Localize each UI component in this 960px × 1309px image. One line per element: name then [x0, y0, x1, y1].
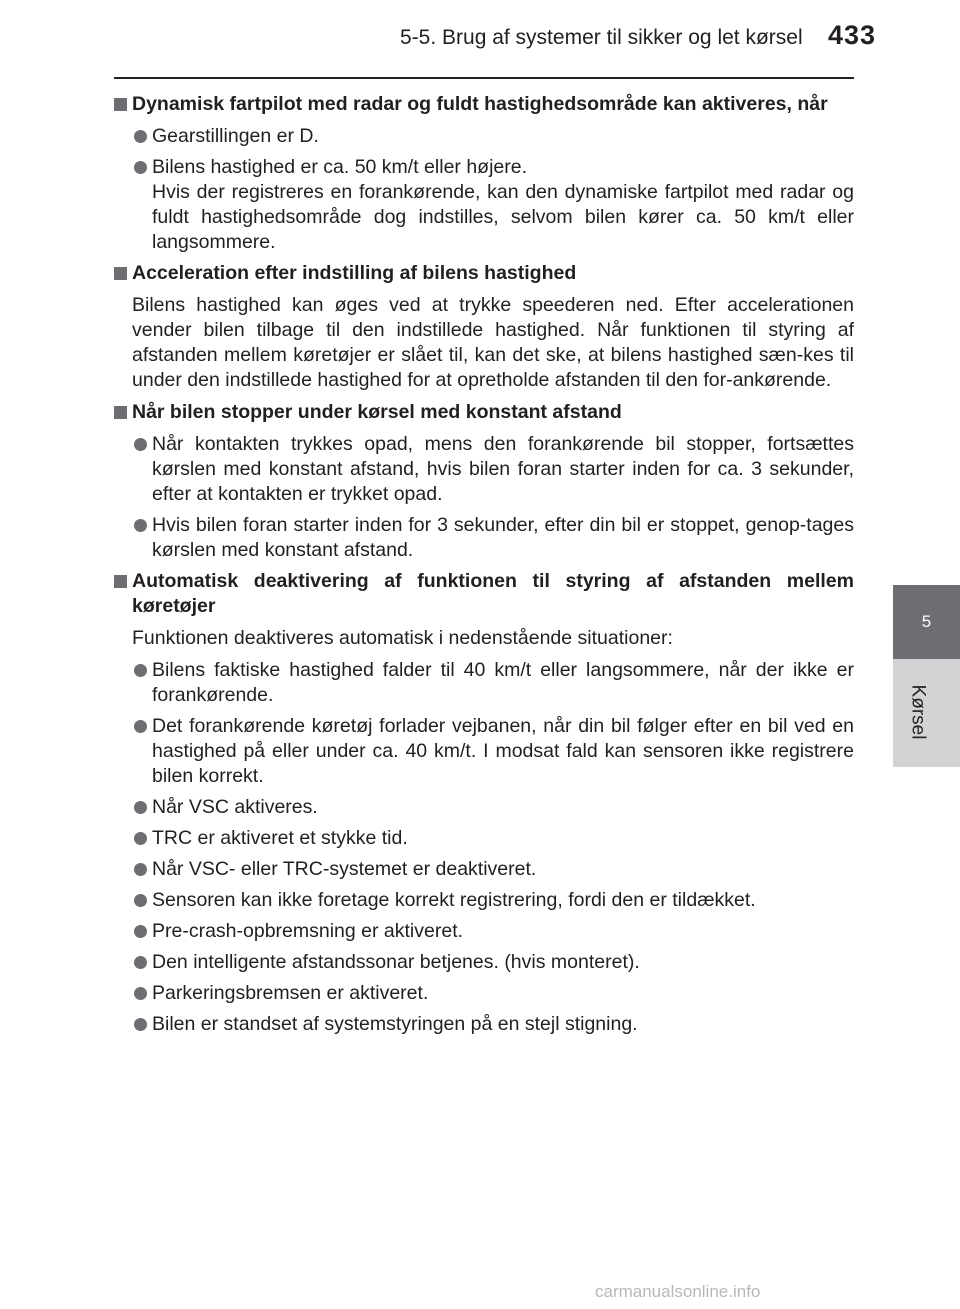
list-item-text: Når kontakten trykkes opad, mens den forankørende bil stopper, fortsættes kørslen med konstant afstand, hvis bilen foran starter inden for ca. 3 sekunder, efter at kontakten er trykket opad.	[152, 433, 854, 505]
round-bullet-icon	[134, 1018, 147, 1031]
list-item-text: Bilens faktiske hastighed falder til 40 km/t eller langsommere, når der ikke er forankørende.	[152, 659, 854, 706]
list-item-text: Pre-crash-opbremsning er aktiveret.	[152, 920, 464, 942]
list-item	[114, 919, 854, 944]
list-item-text: Gearstillingen er D.	[152, 125, 319, 147]
heading-text: Dynamisk fartpilot med radar og fuldt hastighedsområde kan aktiveres, når	[132, 93, 828, 115]
round-bullet-icon	[134, 925, 147, 938]
round-bullet-icon	[134, 720, 147, 733]
page-number: 433	[828, 20, 877, 50]
round-bullet-icon	[134, 894, 147, 907]
paragraph: Bilens hastighed kan øges ved at trykke speederen ned. Efter accelerationen vender bilen tilbage til den indstillede hastighed. Når funktionen til styring af afstanden mellem køretøjer er slået til, kan det ske, at bilens hastighed sæn-kes til under den indstillede hastighed for at opretholde afstanden til den for-ankørende.	[132, 294, 854, 391]
round-bullet-icon	[134, 832, 147, 845]
chapter-label: Kørsel	[907, 684, 928, 740]
list-item-note: Hvis der registreres en forankørende, kan den dynamiske fartpilot med radar og fuldt hastighedsområde dog indstilles, selvom bilen kører ca. 50 km/t eller langsommere.	[152, 181, 854, 253]
section-heading	[114, 92, 854, 117]
list-item	[114, 981, 854, 1006]
section-heading	[114, 569, 854, 619]
list-item	[114, 513, 854, 563]
square-bullet-icon	[114, 406, 127, 419]
round-bullet-icon	[134, 664, 147, 677]
list-item	[114, 950, 854, 975]
round-bullet-icon	[134, 987, 147, 1000]
list-item-text: Den intelligente afstandssonar betjenes. (hvis monteret).	[152, 951, 640, 973]
list-item	[114, 124, 854, 149]
list-item	[114, 795, 854, 820]
list-item-text: Det forankørende køretøj forlader vejbanen, når din bil følger efter en bil ved en hastighed på eller under ca. 40 km/t. I modsat fald kan sensoren ikke registrere bilen korrekt.	[152, 715, 854, 787]
round-bullet-icon	[134, 863, 147, 876]
list-item-text: Bilens hastighed er ca. 50 km/t eller højere.	[152, 156, 528, 178]
list-item	[114, 658, 854, 708]
list-item-text: Hvis bilen foran starter inden for 3 sekunder, efter din bil er stoppet, genop-tages kørslen med konstant afstand.	[152, 514, 854, 561]
list-item-text: Parkeringsbremsen er aktiveret.	[152, 982, 429, 1004]
header-divider	[114, 77, 854, 79]
list-item	[114, 857, 854, 882]
round-bullet-icon	[134, 956, 147, 969]
heading-text: Acceleration efter indstilling af bilens hastighed	[132, 262, 577, 284]
list-item	[114, 1012, 854, 1037]
list-item	[114, 714, 854, 789]
list-item	[114, 432, 854, 507]
page-content	[114, 92, 854, 1043]
round-bullet-icon	[134, 130, 147, 143]
round-bullet-icon	[134, 519, 147, 532]
round-bullet-icon	[134, 801, 147, 814]
watermark-link[interactable]: carmanualsonline.info	[595, 1282, 761, 1301]
heading-text: Når bilen stopper under kørsel med konstant afstand	[132, 401, 622, 423]
list-item	[114, 826, 854, 851]
round-bullet-icon	[134, 438, 147, 451]
list-item-text: Sensoren kan ikke foretage korrekt registrering, fordi den er tildækket.	[152, 889, 756, 911]
list-item	[114, 155, 854, 255]
square-bullet-icon	[114, 575, 127, 588]
paragraph: Funktionen deaktiveres automatisk i nedenstående situationer:	[132, 627, 673, 649]
list-item-text: Når VSC aktiveres.	[152, 796, 318, 818]
round-bullet-icon	[134, 161, 147, 174]
square-bullet-icon	[114, 98, 127, 111]
heading-text: Automatisk deaktivering af funktionen til styring af afstanden mellem køretøjer	[132, 570, 854, 617]
square-bullet-icon	[114, 267, 127, 280]
list-item-text: Når VSC- eller TRC-systemet er deaktiveret.	[152, 858, 537, 880]
list-item-text: TRC er aktiveret et stykke tid.	[152, 827, 408, 849]
list-item-text: Bilen er standset af systemstyringen på en stejl stigning.	[152, 1013, 638, 1035]
section-heading	[114, 261, 854, 286]
list-item	[114, 888, 854, 913]
chapter-label-wrap	[902, 672, 932, 752]
chapter-number: 5	[893, 585, 960, 659]
section-title: 5-5. Brug af systemer til sikker og let kørsel	[400, 26, 803, 49]
section-heading	[114, 400, 854, 425]
